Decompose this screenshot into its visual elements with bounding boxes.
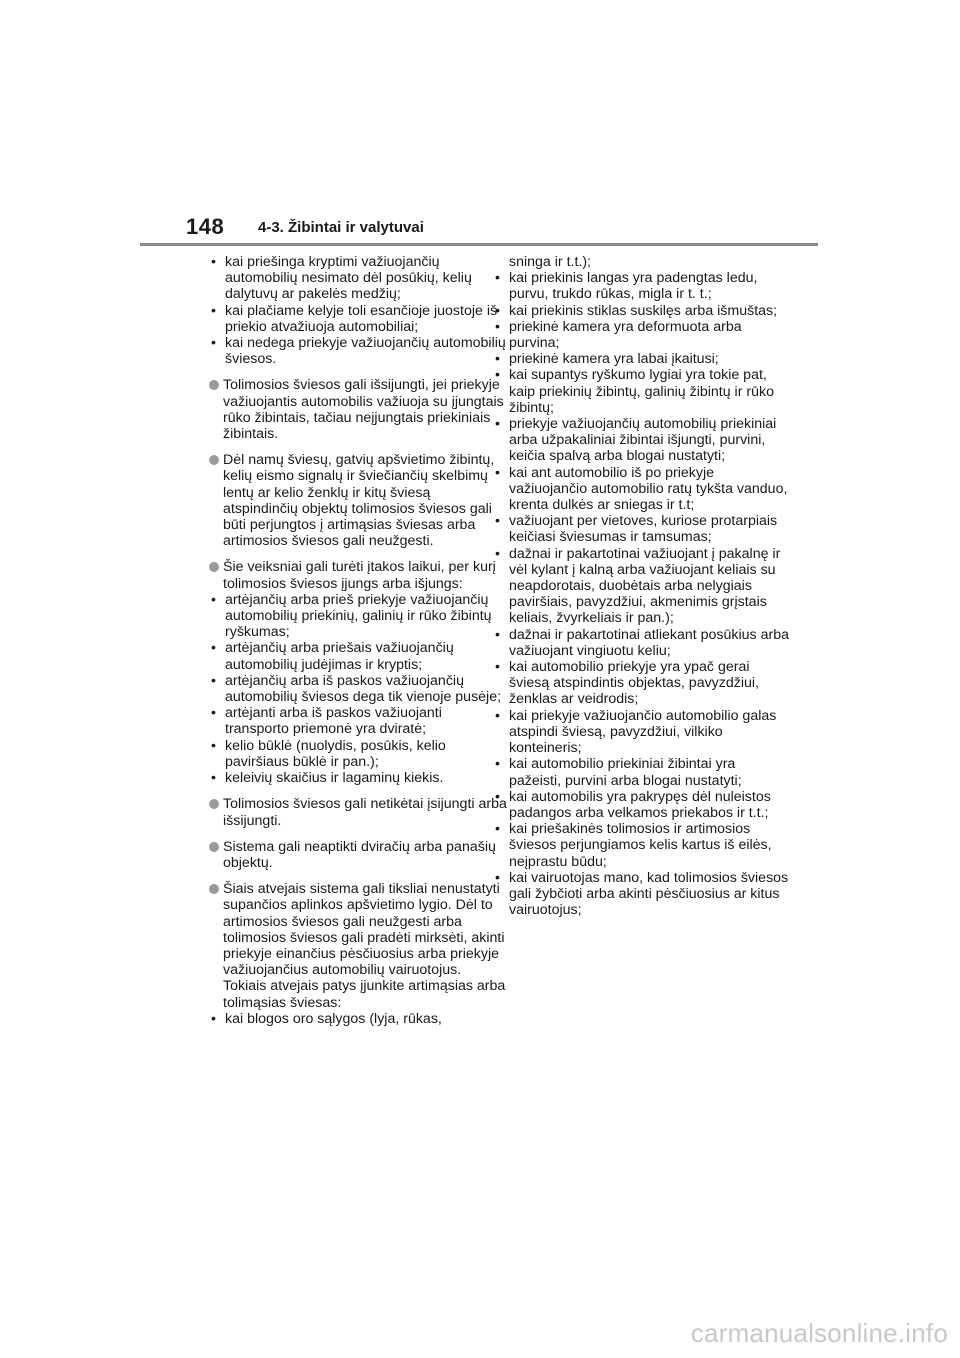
note-paragraph [207,377,507,442]
page-number: 148 [186,214,225,239]
list-item: • kai priešinga kryptimi važiuojančių automobilių nesimato dėl posūkių, kelių dalytuvų ar pakelės medžių; [207,254,507,303]
list-item: • kai automobilio priekyje yra ypač gerai šviesą atspindintis objektas, pavyzdžiui, ženklas ar veidrodis; [491,659,791,708]
note-text: Dėl namų šviesų, gatvių apšvietimo žibintų, kelių eismo signalų ir šviečiančių skelbimų lentų ar kelio ženklų ir kitų šviesą atspindinčių objektų tolimosios šviesos gali būti perjungtos į artimąsias šviesas arba artimosios šviesos gali neužgesti. [223,452,495,550]
list-item: • kai priekyje važiuojančio automobilio galas atspindi šviesą, pavyzdžiui, vilkiko konteineris; [491,708,791,757]
note-text: Šiais atvejais sistema gali tiksliai nenustatyti supančios aplinkos apšvietimo lygio. Dėl to artimosios šviesos gali neužgesti arba tolimosios šviesos gali pradėti mirksėti, akinti priekyje einančius pėsčiuosius arba priekyje važiuojančius automobilių vairuotojus. Tokiais atvejais patys įjunkite artimąsias arba tolimąsias šviesas: [223,881,506,1011]
list-item: • kai priekinis langas yra padengtas ledu, purvu, trukdo rūkas, migla ir t. t.; [491,270,791,302]
list-item: • dažnai ir pakartotinai atliekant posūkius arba važiuojant vingiuotu keliu; [491,627,791,659]
list-item: • kai automobilis yra pakrypęs dėl nuleistos padangos arba velkamos priekabos ir t.t.; [491,789,791,821]
list-item: • kai automobilio priekiniai žibintai yra pažeisti, purvini arba blogai nustatyti; [491,756,791,788]
note-paragraph [207,881,507,1011]
circle-bullet-icon [209,884,219,894]
list-item: • artėjanti arba iš paskos važiuojanti transporto priemonė yra dviratė; [207,705,507,737]
list-item: • priekinė kamera yra deformuota arba purvina; [491,319,791,351]
list-item: • keleivių skaičius ir lagaminų kiekis. [207,770,507,786]
section-title: 4-3. Žibintai ir valytuvai [258,219,424,236]
watermark: carmanualsonline.info [690,1318,948,1348]
circle-bullet-icon [209,380,219,390]
list-item: • kelio būklė (nuolydis, posūkis, kelio paviršiaus būklė ir pan.); [207,738,507,770]
note-paragraph [207,839,507,871]
note-paragraph [207,452,507,549]
circle-bullet-icon [209,799,219,809]
list-item: • kai blogos oro sąlygos (lyja, rūkas, [207,1011,507,1027]
circle-bullet-icon [209,455,219,465]
list-item: • kai plačiame kelyje toli esančioje juostoje iš priekio atvažiuoja automobiliai; [207,303,507,335]
list-item: • kai nedega priekyje važiuojančių automobilių šviesos. [207,335,507,367]
left-column [207,254,507,1027]
list-item: • artėjančių arba priešais važiuojančių automobilių judėjimas ir kryptis; [207,640,507,672]
note-text: Sistema gali neaptikti dviračių arba panašių objektų. [223,838,496,871]
note-text: Tolimosios šviesos gali netikėtai įsijungti arba išsijungti. [223,796,507,829]
list-item: • artėjančių arba iš paskos važiuojančių automobilių šviesos dega tik vienoje pusėje; [207,673,507,705]
circle-bullet-icon [209,562,219,572]
list-item: • priekinė kamera yra labai įkaitusi; [491,351,791,367]
list-item: • kai ant automobilio iš po priekyje važiuojančio automobilio ratų tykšta vanduo, krenta dulkės ar sniegas ir t.t; [491,465,791,514]
list-item: • artėjančių arba prieš priekyje važiuojančių automobilių priekinių, galinių ir rūko žibintų ryškumas; [207,592,507,641]
list-item: • kai priešakinės tolimosios ir artimosios šviesos perjungiamos kelis kartus iš eilės, neįprastu būdu; [491,821,791,870]
list-item: • priekyje važiuojančių automobilių priekiniai arba užpakaliniai žibintai išjungti, purvini, keičia spalvą arba blogai nustatyti; [491,416,791,465]
right-column [491,254,791,918]
note-text: Tolimosios šviesos gali išsijungti, jei priekyje važiuojantis automobilis važiuoja su įjungtais rūko žibintais, tačiau neįjungtais priekiniais žibintais. [223,377,504,443]
list-item: • kai vairuotojas mano, kad tolimosios šviesos gali žybčioti arba akinti pėsčiuosius ar kitus vairuotojus; [491,870,791,919]
list-item: • važiuojant per vietoves, kuriose protarpiais keičiasi šviesumas ir tamsumas; [491,513,791,545]
list-item: • dažnai ir pakartotinai važiuojant į pakalnę ir vėl kylant į kalną arba važiuojant keliais su neapdorotais, duobėtais arba nelygiais paviršiais, pavyzdžiui, akmenimis grįstais keliais, žvyrkeliais ir pan.); [491,546,791,627]
note-paragraph [207,559,507,591]
list-item: • kai supantys ryškumo lygiai yra tokie pat, kaip priekinių žibintų, galinių žibintų ir rūko žibintų; [491,367,791,416]
page-header [0,0,960,250]
header-divider [140,243,818,246]
circle-bullet-icon [209,842,219,852]
note-paragraph [207,796,507,828]
list-item-continuation: sninga ir t.t.); [509,254,592,270]
list-item: • kai priekinis stiklas suskilęs arba išmuštas; [491,303,791,319]
note-text: Šie veiksniai gali turėti įtakos laikui, per kurį tolimosios šviesos įjungs arba išjungs: [223,559,496,592]
